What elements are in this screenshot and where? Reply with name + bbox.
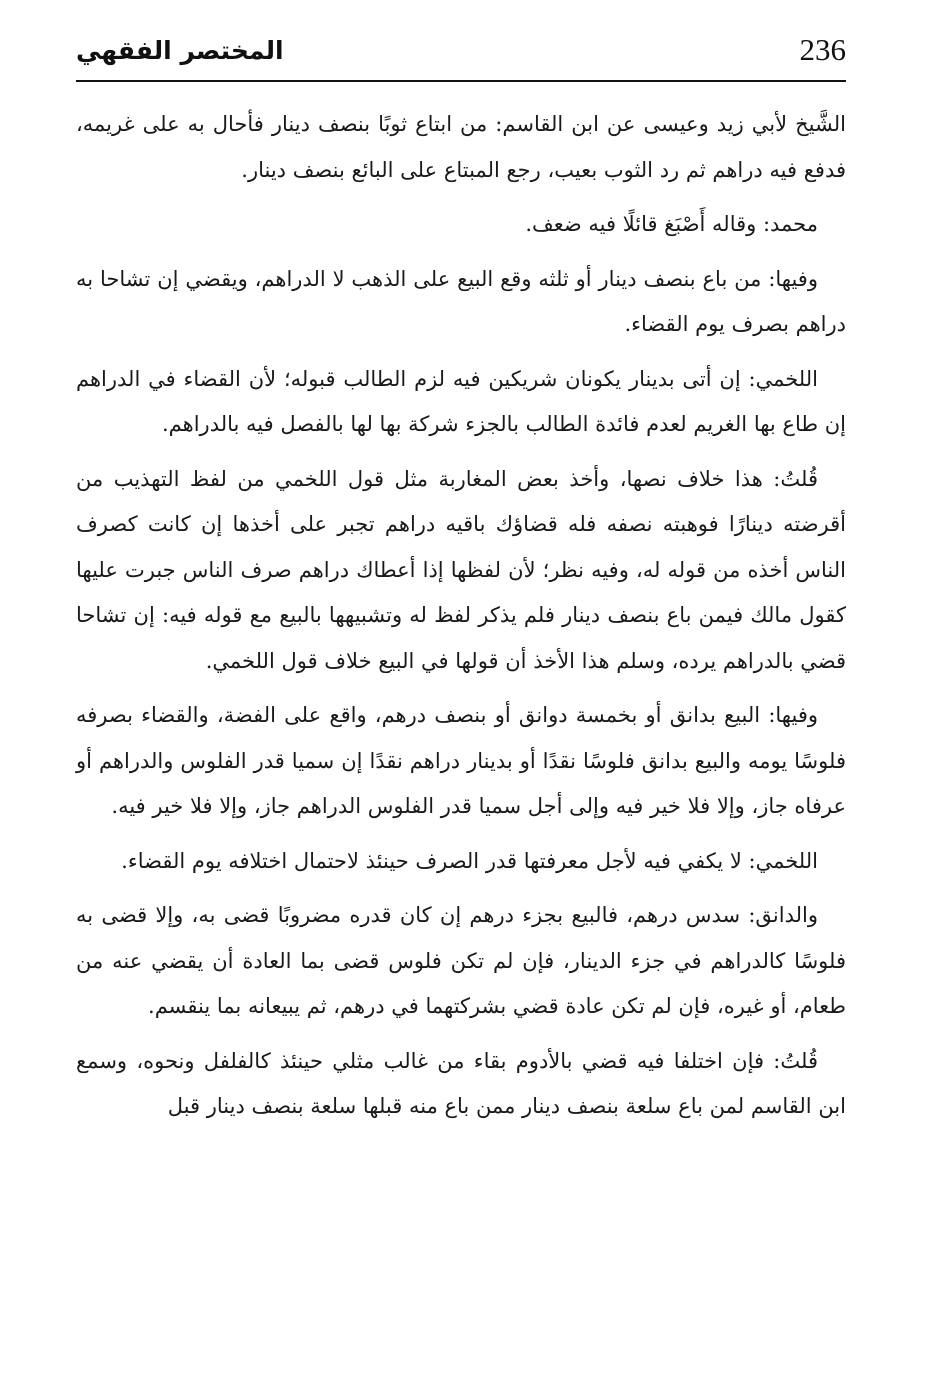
page-header: [76, 30, 846, 78]
paragraph-7: اللخمي: لا يكفي فيه لأجل معرفتها قدر الصرف حينئذ لاحتمال اختلافه يوم القضاء.: [121, 848, 818, 873]
paragraph-6: وفيها: البيع بدانق أو بخمسة دوانق أو بنصف درهم، واقع على الفضة، والقضاء بصرفه فلوسًا يومه والبيع بدانق فلوسًا نقدًا أو بدينار دراهم نقدًا إن سميا قدر الفلوس والدراهم أو عرفاه جاز، وإلا فلا خير فيه وإلى أجل سميا قدر الفلوس الدراهم جاز، وإلا فلا خير فيه.: [76, 703, 846, 818]
paragraph-5: قُلتُ: هذا خلاف نصها، وأخذ بعض المغاربة مثل قول اللخمي من لفظ التهذيب من أقرضته دينارًا فوهبته نصفه فله قضاؤك باقيه دراهم تجبر على أخذها إن كانت كصرف الناس أخذه من قوله له، وفيه نظر؛ لأن لفظها إذا أعطاك دراهم صرف الناس جبرت عليها كقول مالك فيمن باع بنصف دينار فلم يذكر لفظ له وتشبيهها بالبيع مع قوله فيه: إن تشاحا قضي بالدراهم يرده، وسلم هذا الأخذ أن قولها في البيع خلاف قول اللخمي.: [76, 466, 846, 673]
header-divider: [76, 80, 846, 82]
paragraph-8: والدانق: سدس درهم، فالبيع بجزء درهم إن كان قدره مضروبًا قضى به، وإلا قضى به فلوسًا كالدراهم في جزء الدينار، فإن لم تكن فلوس قضى بما العادة أن يقضي عنه من طعام، أو غيره، فإن لم تكن عادة قضي بشركتهما في درهم، ثم يبيعانه بما ينقسم.: [76, 903, 846, 1018]
paragraph-9: قُلتُ: فإن اختلفا فيه قضي بالأدوم بقاء من غالب مثلي حينئذ كالفلفل ونحوه، وسمع ابن القاسم لمن باع سلعة بنصف دينار ممن باع منه قبلها سلعة بنصف دينار قبل: [76, 1048, 846, 1118]
paragraph-1: الشَّيخ لأبي زيد وعيسى عن ابن القاسم: من ابتاع ثوبًا بنصف دينار فأحال به على غريمه، فدفع فيه دراهم ثم رد الثوب بعيب، رجع المبتاع على البائع بنصف دينار.: [76, 112, 846, 182]
paragraph-3: وفيها: من باع بنصف دينار أو ثلثه وقع البيع على الذهب لا الدراهم، ويقضي إن تشاحا به دراهم بصرف يوم القضاء.: [76, 266, 846, 336]
page-body: [76, 102, 846, 1139]
book-title: المختصر الفقهي: [76, 36, 284, 65]
paragraph-4: اللخمي: إن أتى بدينار يكونان شريكين فيه لزم الطالب قبوله؛ لأن القضاء في الدراهم إن طاع بها الغريم لعدم فائدة الطالب بالجزء شركة بها لها بالفصل فيه بالدراهم.: [76, 366, 846, 436]
paragraph-2: محمد: وقاله أَصْبَغ قائلًا فيه ضعف.: [525, 212, 818, 236]
page-number: 236: [799, 32, 846, 67]
